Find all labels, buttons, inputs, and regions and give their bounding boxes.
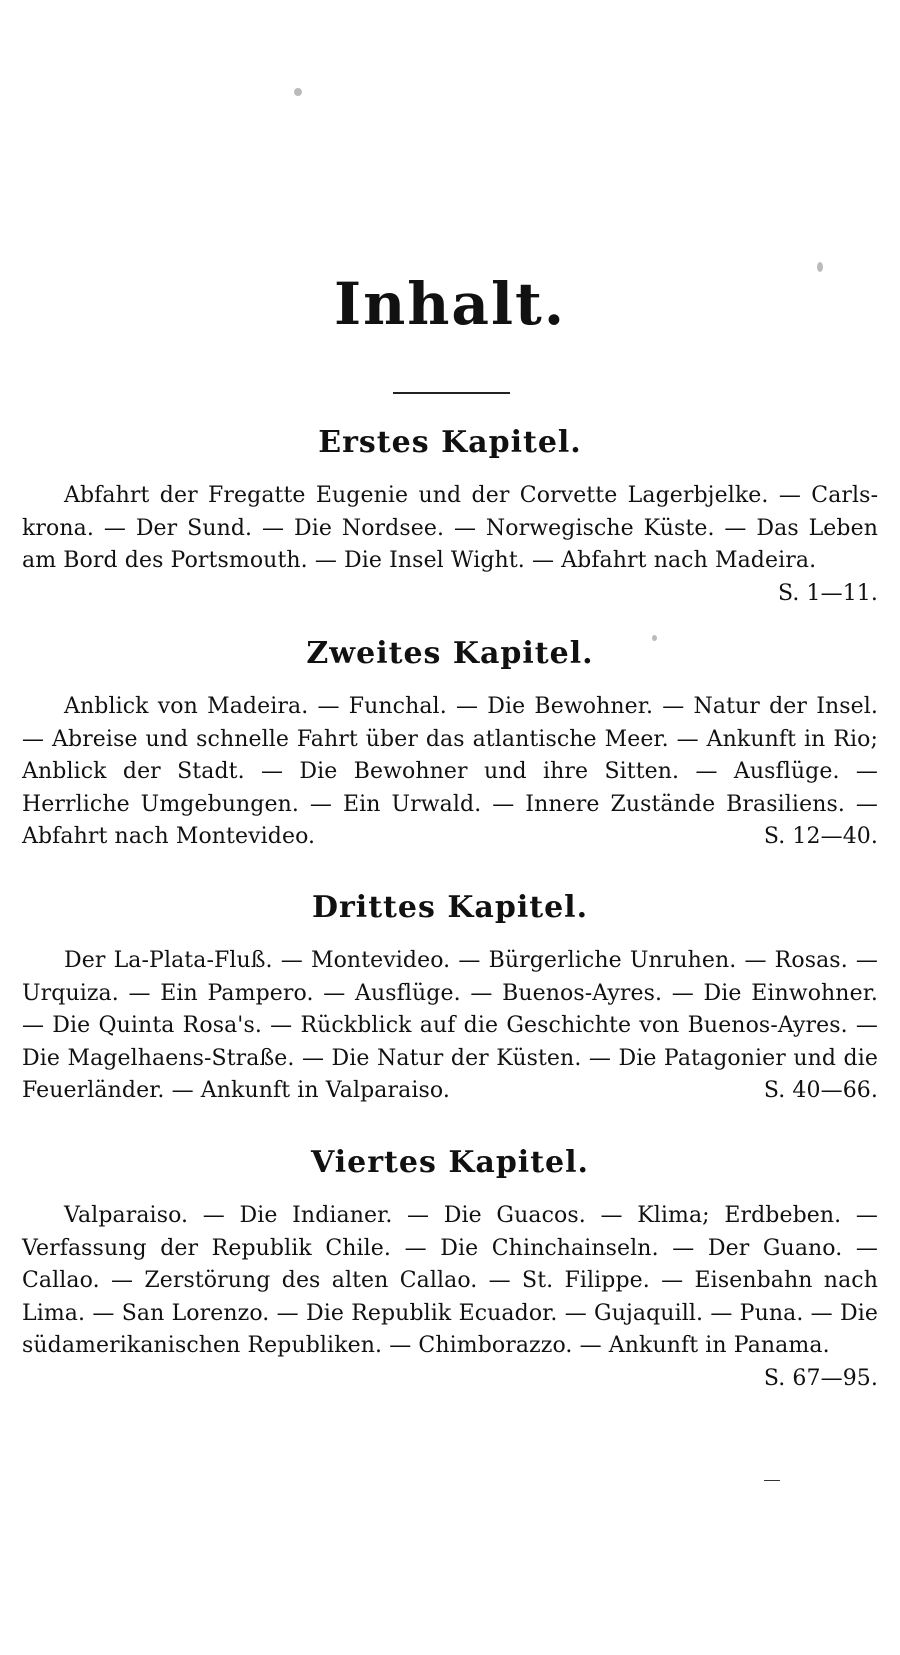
margin-mark	[764, 1480, 780, 1481]
page-range: S. 12—40.	[763, 824, 878, 849]
chapter-1	[22, 423, 878, 610]
chapter-summary-text: Anblick von Madeira. — Funchal. — Die Bewohner. — Natur der Insel. — Abreise und schnelle Fahrt über das atlantische Meer. — Ankunft in Rio; Anblick der Stadt. — Die Bewohner und ihre Sitten. — Ausflüge. — Herrliche Umgebungen. — Ein Urwald. — Innere Zustände Brasiliens. — Abfahrt nach Montevideo.	[22, 694, 878, 849]
chapter-heading: Viertes Kapitel.	[311, 1145, 589, 1180]
chapter-summary	[22, 691, 878, 854]
page-range: S. 67—95.	[763, 1365, 878, 1391]
paper-speck	[294, 88, 302, 96]
chapter-3	[22, 888, 878, 1108]
title-divider	[393, 392, 510, 394]
page-range: S. 1—11.	[777, 580, 878, 606]
chapter-summary-text: Abfahrt der Fregatte Eugenie und der Corvette Lagerbjelke. — Carlskrona. — Der Sund. — Die Nordsee. — Norwegische Küste. — Das Leben am Bord des Portsmouth. — Die Insel Wight. — Abfahrt nach Madeira.	[22, 483, 878, 573]
chapter-4	[22, 1143, 878, 1395]
chapter-summary	[22, 1200, 878, 1391]
page-range: S. 40—66.	[763, 1078, 878, 1103]
chapter-heading: Erstes Kapitel.	[318, 425, 582, 460]
chapter-2	[22, 634, 878, 854]
chapter-heading: Zweites Kapitel.	[306, 636, 594, 671]
chapter-summary-text: Valparaiso. — Die Indianer. — Die Guacos. — Klima; Erdbeben. — Verfassung der Republik Chile. — Die Chinchainseln. — Der Guano. — Callao. — Zerstörung des alten Callao. — St. Filippe. — Eisenbahn nach Lima. — San Lorenzo. — Die Republik Ecuador. — Gujaquill. — Puna. — Die südamerikanischen Republiken. — Chimborazzo. — Ankunft in Panama.	[22, 1203, 878, 1358]
chapter-summary	[22, 945, 878, 1108]
chapter-summary	[22, 480, 878, 606]
chapter-heading: Drittes Kapitel.	[311, 890, 589, 925]
page-title: Inhalt.	[333, 270, 567, 338]
chapter-summary-text: Der La-Plata-Fluß. — Montevideo. — Bürgerliche Unruhen. — Rosas. — Urquiza. — Ein Pampero. — Ausflüge. — Buenos-Ayres. — Die Einwohner. — Die Quinta Rosa's. — Rückblick auf die Geschichte von Buenos-Ayres. — Die Magelhaens-Straße. — Die Natur der Küsten. — Die Patagonier und die Feuerländer. — Ankunft in Valparaiso.	[22, 948, 878, 1103]
